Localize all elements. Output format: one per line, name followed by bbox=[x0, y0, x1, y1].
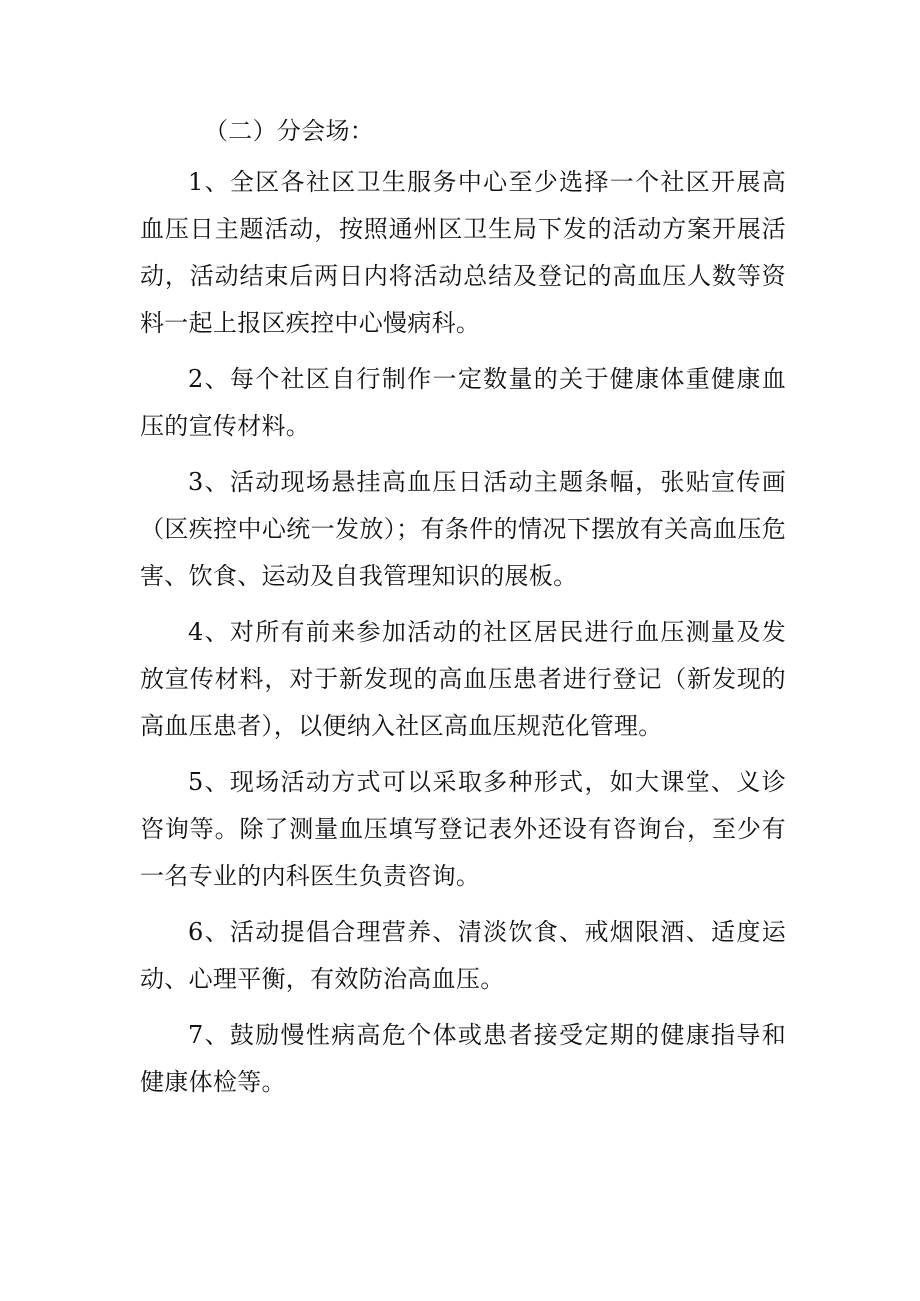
section-subheading: （二）分会场： bbox=[204, 117, 375, 145]
paragraph-3: 3、活动现场悬挂高血压日活动主题条幅，张贴宣传画（区疾控中心统一发放）；有条件的情况下摆放有关高血压危害、饮食、运动及自我管理知识的展板。 bbox=[140, 468, 786, 590]
paragraph-6: 6、活动提倡合理营养、清淡饮食、戒烟限酒、适度运动、心理平衡，有效防治高血压。 bbox=[140, 918, 786, 993]
paragraph-4: 4、对所有前来参加活动的社区居民进行血压测量及发放宣传材料，对于新发现的高血压患者进行登记（新发现的高血压患者），以便纳入社区高血压规范化管理。 bbox=[140, 618, 786, 740]
document-body bbox=[140, 108, 786, 1115]
paragraph-5: 5、现场活动方式可以采取多种形式，如大课堂、义诊咨询等。除了测量血压填写登记表外还设有咨询台，至少有一名专业的内科医生负责咨询。 bbox=[140, 768, 786, 890]
paragraph-1: 1、全区各社区卫生服务中心至少选择一个社区开展高血压日主题活动，按照通州区卫生局下发的活动方案开展活动，活动结束后两日内将活动总结及登记的高血压人数等资料一起上报区疾控中心慢病科。 bbox=[140, 168, 786, 337]
paragraph-7: 7、鼓励慢性病高危个体或患者接受定期的健康指导和健康体检等。 bbox=[140, 1021, 786, 1096]
paragraph-2: 2、每个社区自行制作一定数量的关于健康体重健康血压的宣传材料。 bbox=[140, 365, 786, 440]
